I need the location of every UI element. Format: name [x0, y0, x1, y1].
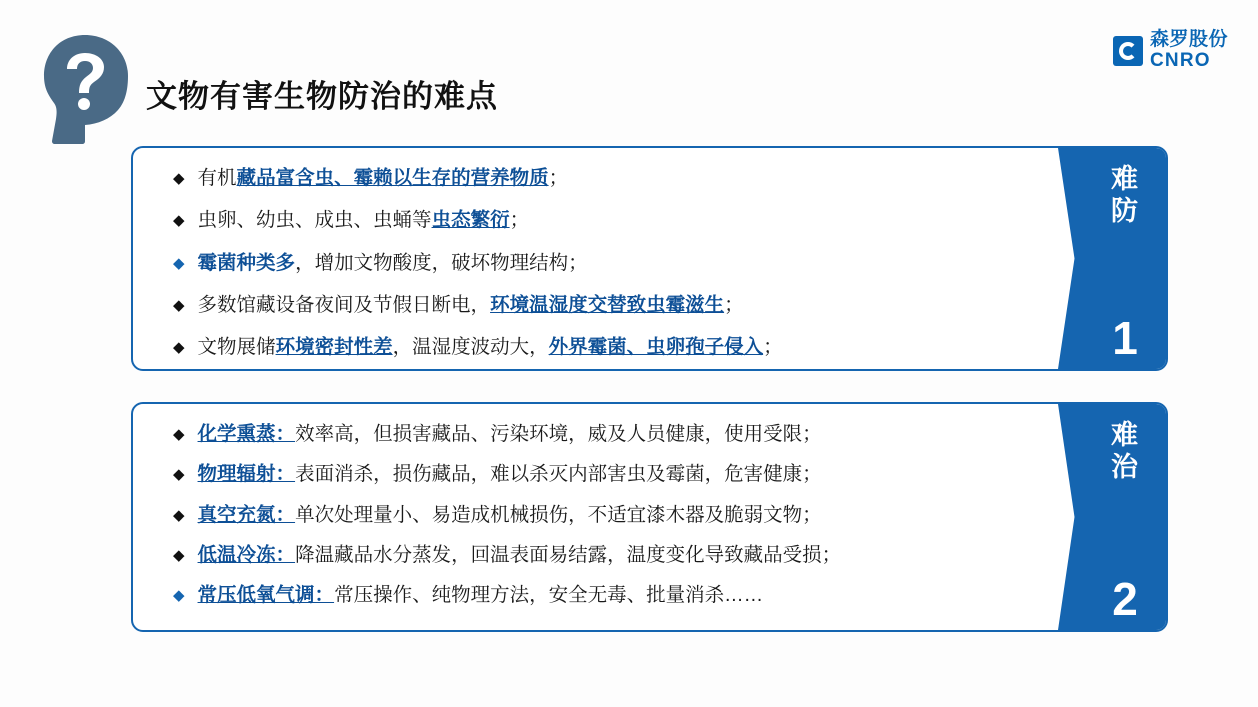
diamond-bullet-icon: ◆ — [173, 587, 185, 605]
panel-1-number: 1 — [1112, 312, 1138, 364]
diamond-bullet-icon: ◆ — [173, 546, 185, 564]
bullet-line — [173, 541, 1074, 569]
bullet-line — [173, 501, 1074, 529]
panel-2-number: 2 — [1112, 573, 1138, 625]
bullet-line — [173, 581, 1074, 609]
bullet-line — [173, 206, 1074, 234]
bullet-line — [173, 164, 1074, 192]
difficulty-panel-treat — [131, 402, 1168, 632]
diamond-bullet-icon: ◆ — [173, 296, 185, 314]
diamond-bullet-icon: ◆ — [173, 170, 185, 187]
diamond-bullet-icon: ◆ — [173, 426, 185, 443]
bullet-line — [173, 291, 1074, 319]
diamond-bullet-icon: ◆ — [173, 506, 185, 524]
panel-1-tab — [1084, 148, 1166, 369]
question-head-icon — [38, 33, 132, 145]
bullet-line — [173, 333, 1074, 361]
bullet-text: 常压低氧气调：常压操作、纯物理方法，安全无毒、批量消杀…… — [197, 584, 764, 607]
diamond-bullet-icon: ◆ — [173, 254, 185, 272]
panel-2-tab — [1084, 404, 1166, 630]
bullet-text: 化学熏蒸：效率高，但损害藏品、污染环境，威及人员健康，使用受限； — [197, 423, 822, 445]
title-row — [38, 34, 498, 144]
bullet-text: 虫卵、幼虫、成虫、虫蛹等虫态繁衍； — [197, 209, 530, 232]
diamond-bullet-icon: ◆ — [173, 466, 185, 484]
bullet-line — [173, 420, 1074, 448]
brand-logo — [1113, 30, 1228, 71]
bullet-text: 有机藏品富含虫、霉赖以生存的营养物质； — [197, 167, 569, 189]
bullet-text: 多数馆藏设备夜间及节假日断电，环境温湿度交替致虫霉滋生； — [197, 293, 744, 316]
bullet-text: 真空充氮：单次处理量小、易造成机械损伤，不适宜漆木器及脆弱文物； — [197, 503, 822, 526]
logo-name-cn: 森罗股份 — [1149, 29, 1228, 50]
bullet-line — [173, 460, 1074, 488]
bullet-text: 霉菌种类多，增加文物酸度，破坏物理结构； — [197, 251, 588, 274]
bullet-text: 文物展储环境密封性差，温湿度波动大，外界霉菌、虫卵孢子侵入； — [197, 336, 783, 359]
panel-2-tab-char-1: 治 — [1111, 451, 1139, 482]
panel-1-tab-char-0: 难 — [1111, 164, 1139, 194]
logo-text — [1150, 30, 1228, 71]
bullet-line — [173, 249, 1074, 277]
diamond-bullet-icon: ◆ — [173, 339, 185, 357]
panel-2-body — [133, 404, 1084, 630]
panel-1-body — [133, 148, 1084, 369]
diamond-bullet-icon: ◆ — [173, 212, 185, 230]
panel-2-tab-char-0: 难 — [1111, 420, 1139, 450]
bullet-text: 物理辐射：表面消杀，损伤藏品，难以杀灭内部害虫及霉菌，危害健康； — [197, 463, 822, 486]
page-title: 文物有害生物防治的难点 — [146, 78, 498, 114]
difficulty-panel-prevent — [131, 146, 1168, 371]
logo-mark-icon — [1113, 36, 1143, 66]
panel-1-tab-char-1: 防 — [1111, 195, 1139, 226]
logo-name-en: CNRO — [1149, 49, 1211, 71]
bullet-text: 低温冷冻：降温藏品水分蒸发，回温表面易结露，温度变化导致藏品受损； — [197, 543, 842, 566]
